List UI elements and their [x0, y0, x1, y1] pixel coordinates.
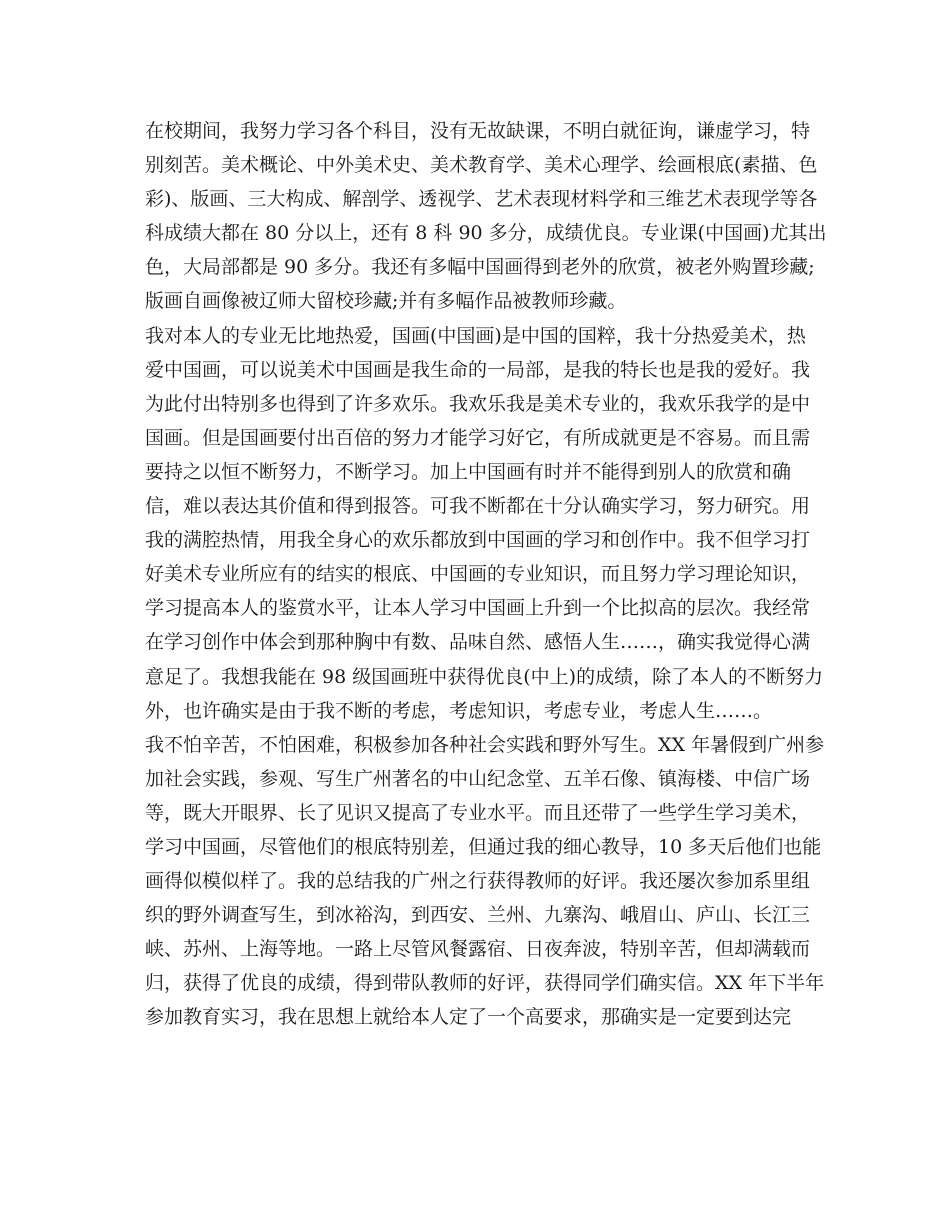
text-line: 外，也许确实是由于我不断的考虑，考虑知识，考虑专业，考虑人生……。	[145, 699, 773, 722]
text-line: 意足了。我想我能在 98 级国画班中获得优良(中上)的成绩，除了本人的不断努力	[145, 665, 824, 688]
text-line: 色，大局部都是 90 多分。我还有多幅中国画得到老外的欣赏，被老外购置珍藏;	[145, 256, 815, 279]
text-line: 为此付出特别多也得到了许多欢乐。我欢乐我是美术专业的，我欢乐我学的是中	[145, 392, 811, 415]
text-line: 我不怕辛苦，不怕困难，积极参加各种社会实践和野外写生。XX 年暑假到广州参	[145, 733, 825, 756]
text-line: 学习中国画，尽管他们的根底特别差，但通过我的细心教导，10 多天后他们也能	[145, 835, 822, 858]
text-line: 织的野外调查写生，到冰裕沟，到西安、兰州、九寨沟、峨眉山、庐山、长江三	[145, 904, 811, 927]
text-line: 科成绩大都在 80 分以上，还有 8 科 90 多分，成绩优良。专业课(中国画)尤其出	[145, 222, 827, 245]
text-line: 参加教育实习，我在思想上就给本人定了一个高要求，那确实是一定要到达完	[145, 1006, 792, 1029]
text-line: 信，难以表达其价值和得到报答。可我不断都在十分认确实学习，努力研究。用	[145, 495, 811, 518]
text-line: 要持之以恒不断努力，不断学习。加上中国画有时并不能得到别人的欣赏和确	[145, 460, 792, 483]
text-line: 学习提高本人的鉴赏水平，让本人学习中国画上升到一个比拟高的层次。我经常	[145, 597, 811, 620]
text-line: 彩)、版画、三大构成、解剖学、透视学、艺术表现材料学和三维艺术表现学等各	[145, 188, 818, 211]
text-line: 爱中国画，可以说美术中国画是我生命的一局部，是我的特长也是我的爱好。我	[145, 358, 811, 381]
body-text	[145, 114, 827, 1035]
text-line: 归，获得了优良的成绩，得到带队教师的好评，获得同学们确实信。XX 年下半年	[145, 972, 825, 995]
text-line: 别刻苦。美术概论、中外美术史、美术教育学、美术心理学、绘画根底(素描、色	[145, 154, 818, 177]
text-line: 加社会实践，参观、写生广州著名的中山纪念堂、五羊石像、镇海楼、中信广场	[145, 767, 811, 790]
text-line: 国画。但是国画要付出百倍的努力才能学习好它，有所成就更是不容易。而且需	[145, 426, 811, 449]
text-line: 在校期间，我努力学习各个科目，没有无故缺课，不明白就征询，谦虚学习，特	[145, 120, 811, 142]
text-line: 我的满腔热情，用我全身心的欢乐都放到中国画的学习和创作中。我不但学习打	[145, 529, 811, 552]
text-line: 画得似模似样了。我的总结我的广州之行获得教师的好评。我还屡次参加系里组	[145, 870, 811, 893]
text-line: 峡、苏州、上海等地。一路上尽管风餐露宿、日夜奔波，特别辛苦，但却满载而	[145, 938, 811, 961]
text-line: 等，既大开眼界、长了见识又提高了专业水平。而且还带了一些学生学习美术，	[145, 801, 811, 824]
text-line: 版画自画像被辽师大留校珍藏;并有多幅作品被教师珍藏。	[145, 290, 627, 313]
text-line: 在学习创作中体会到那种胸中有数、品味自然、感悟人生……，确实我觉得心满	[145, 631, 811, 654]
text-line: 好美术专业所应有的结实的根底、中国画的专业知识，而且努力学习理论知识，	[145, 563, 811, 586]
text-line: 我对本人的专业无比地热爱，国画(中国画)是中国的国粹，我十分热爱美术，热	[145, 324, 806, 347]
